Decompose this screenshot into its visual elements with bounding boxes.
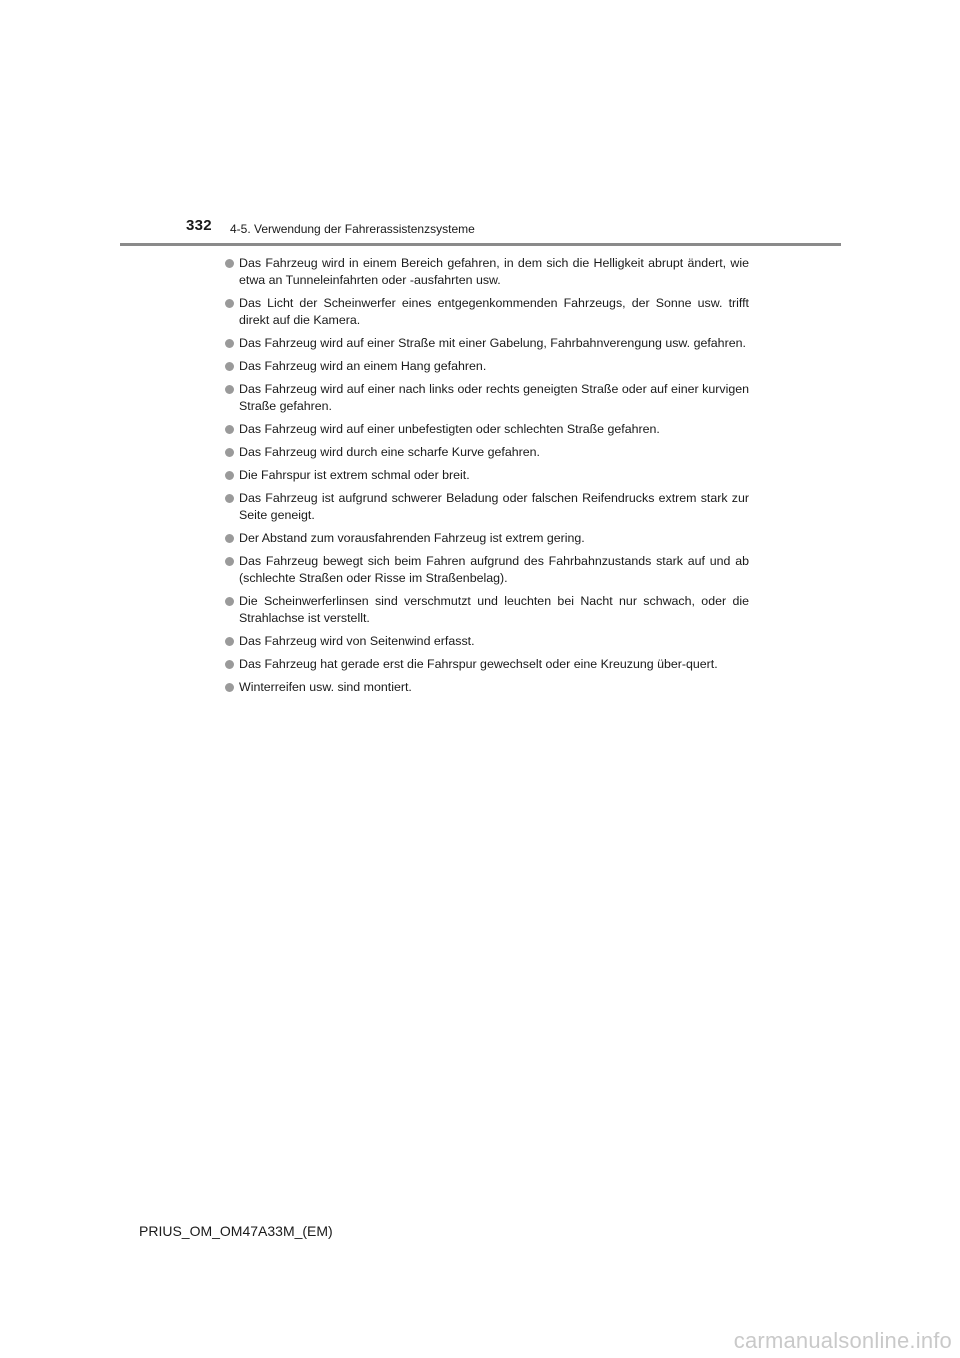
bullet-icon bbox=[225, 534, 234, 543]
list-item bbox=[224, 467, 749, 484]
list-item-text: Das Fahrzeug wird auf einer unbefestigten oder schlechten Straße gefahren. bbox=[239, 422, 660, 436]
bullet-icon bbox=[225, 362, 234, 371]
list-item bbox=[224, 444, 749, 461]
bullet-icon bbox=[225, 339, 234, 348]
list-item-text: Das Fahrzeug wird auf einer nach links oder rechts geneigten Straße oder auf einer kurvigen Straße gefahren. bbox=[239, 382, 749, 413]
bullet-icon bbox=[225, 259, 234, 268]
list-item-text: Das Licht der Scheinwerfer eines entgegenkommenden Fahrzeugs, der Sonne usw. trifft direkt auf die Kamera. bbox=[239, 296, 749, 327]
list-item bbox=[224, 530, 749, 547]
list-item bbox=[224, 633, 749, 650]
list-item-text: Winterreifen usw. sind montiert. bbox=[239, 680, 412, 694]
bullet-icon bbox=[225, 471, 234, 480]
list-item bbox=[224, 295, 749, 329]
list-item-text: Das Fahrzeug wird in einem Bereich gefahren, in dem sich die Helligkeit abrupt ändert, wie etwa an Tunneleinfahrten oder -ausfahrten usw. bbox=[239, 256, 749, 287]
list-item bbox=[224, 358, 749, 375]
header-divider bbox=[120, 243, 841, 246]
list-item bbox=[224, 593, 749, 627]
bullet-icon bbox=[225, 637, 234, 646]
bullet-icon bbox=[225, 494, 234, 503]
list-item bbox=[224, 381, 749, 415]
bullet-icon bbox=[225, 557, 234, 566]
bullet-icon bbox=[225, 448, 234, 457]
list-item bbox=[224, 490, 749, 524]
section-title: 4-5. Verwendung der Fahrerassistenzsysteme bbox=[230, 222, 475, 236]
bullet-icon bbox=[225, 660, 234, 669]
list-item-text: Der Abstand zum vorausfahrenden Fahrzeug ist extrem gering. bbox=[239, 531, 585, 545]
list-item bbox=[224, 553, 749, 587]
bullet-icon bbox=[225, 683, 234, 692]
condition-bullet-list bbox=[224, 255, 749, 702]
document-id: PRIUS_OM_OM47A33M_(EM) bbox=[139, 1223, 333, 1239]
list-item bbox=[224, 679, 749, 696]
list-item-text: Das Fahrzeug wird durch eine scharfe Kurve gefahren. bbox=[239, 445, 540, 459]
list-item-text: Das Fahrzeug wird an einem Hang gefahren. bbox=[239, 359, 487, 373]
bullet-icon bbox=[225, 597, 234, 606]
bullet-icon bbox=[225, 299, 234, 308]
list-item bbox=[224, 335, 749, 352]
list-item-text: Das Fahrzeug ist aufgrund schwerer Beladung oder falschen Reifendrucks extrem stark zur Seite geneigt. bbox=[239, 491, 749, 522]
list-item-text: Das Fahrzeug hat gerade erst die Fahrspur gewechselt oder eine Kreuzung über-quert. bbox=[239, 657, 718, 671]
watermark-logo: carmanualsonline.info bbox=[733, 1328, 952, 1353]
bullet-icon bbox=[225, 385, 234, 394]
list-item-text: Die Scheinwerferlinsen sind verschmutzt und leuchten bei Nacht nur schwach, oder die Strahlachse ist verstellt. bbox=[239, 594, 749, 625]
list-item-text: Die Fahrspur ist extrem schmal oder breit. bbox=[239, 468, 470, 482]
bullet-icon bbox=[225, 425, 234, 434]
list-item-text: Das Fahrzeug wird von Seitenwind erfasst. bbox=[239, 634, 475, 648]
page-number: 332 bbox=[186, 217, 212, 234]
list-item-text: Das Fahrzeug wird auf einer Straße mit einer Gabelung, Fahrbahnverengung usw. gefahren. bbox=[239, 336, 746, 350]
list-item bbox=[224, 421, 749, 438]
list-item bbox=[224, 656, 749, 673]
list-item bbox=[224, 255, 749, 289]
list-item-text: Das Fahrzeug bewegt sich beim Fahren aufgrund des Fahrbahnzustands stark auf und ab (schlechte Straßen oder Risse im Straßenbelag). bbox=[239, 554, 749, 585]
